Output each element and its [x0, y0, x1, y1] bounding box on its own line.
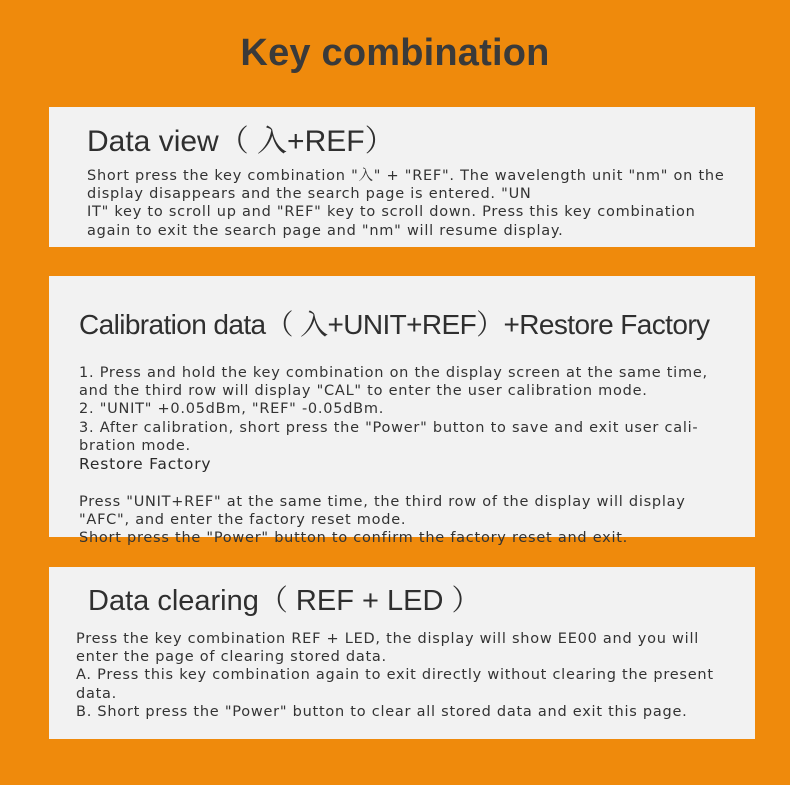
section-body: Press the key combination REF + LED, the display will show EE00 and you will enter the page of clearing stored data. A. Press this key combination again to exit directly without clearing the present data. B. Short press the "Power" button to clear all stored data and exit this page.	[76, 631, 714, 720]
section-heading: Data clearing（ REF + LED ）	[88, 585, 481, 617]
restore-factory-subheading: Restore Factory	[79, 455, 212, 474]
data-clearing-section	[49, 567, 755, 739]
calibration-data-section	[49, 276, 755, 547]
page-title: Key combination	[240, 32, 550, 74]
section-body: 1. Press and hold the key combination on the display screen at the same time, and the third row will display "CAL" to enter the user calibration mode. 2. "UNIT" +0.05dBm, "REF" -0.05dBm. 3. After calibration, short press the "Power" button to save and exit user cali- bration mode.	[79, 365, 708, 454]
restore-factory-body: Press "UNIT+REF" at the same time, the third row of the display will display "AFC", and enter the factory reset mode. Short press the "Power" button to confirm the factory reset and exit.	[79, 494, 686, 547]
section-heading: Data view（ 入+REF）	[87, 125, 395, 158]
section-body: Short press the key combination "入" + "REF". The wavelength unit "nm" on the display disappears and the search page is entered. "UN IT" key to scroll up and "REF" key to scroll down. Press this key combination again to exit the search page and "nm" will resume display.	[87, 168, 725, 239]
data-view-section	[49, 107, 755, 247]
section-heading: Calibration data（ 入+UNIT+REF）+Restore Factory	[79, 309, 710, 340]
